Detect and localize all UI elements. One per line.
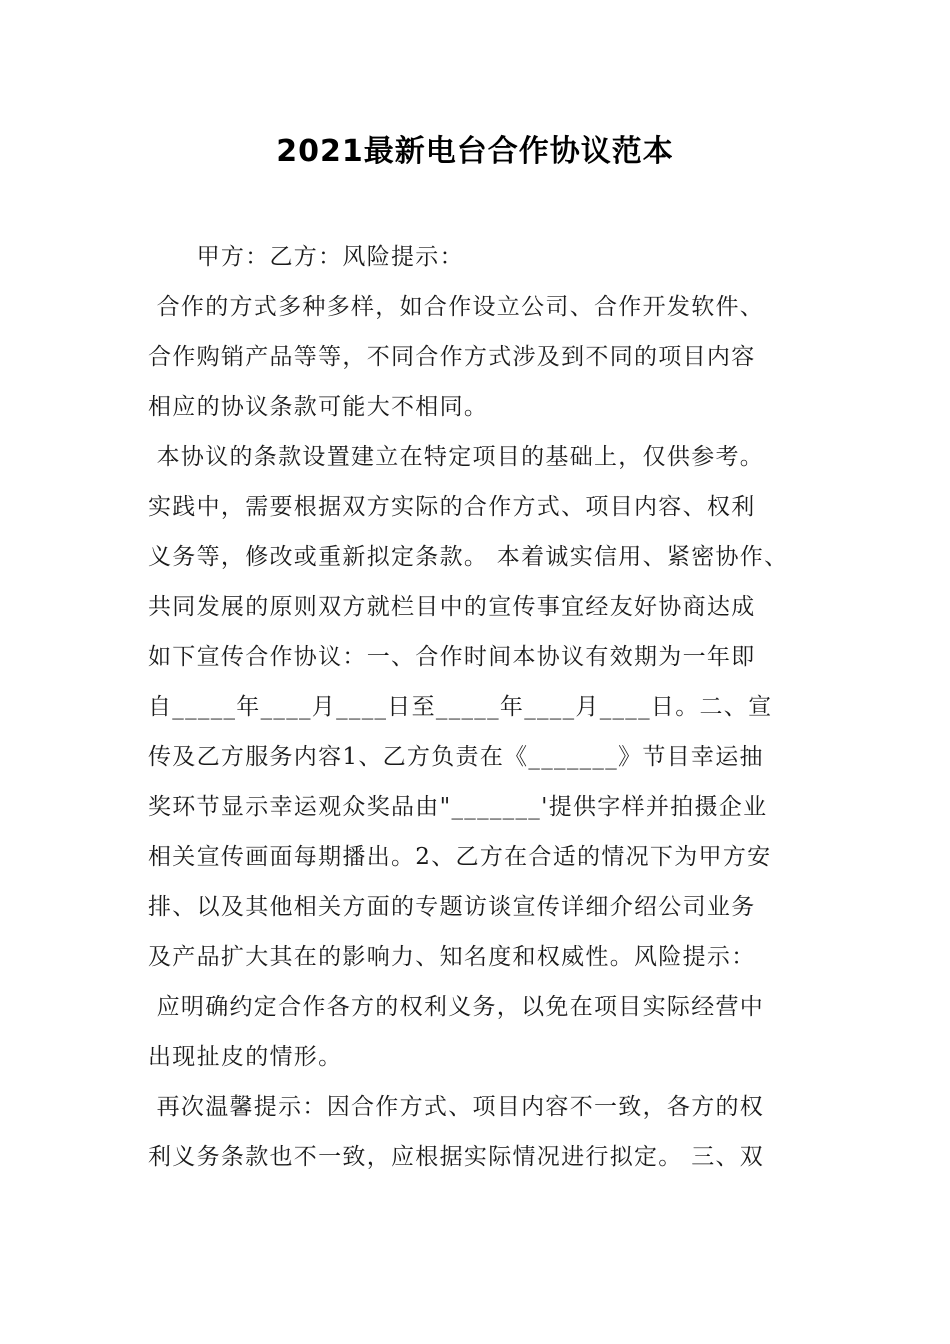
document-title: 2021最新电台合作协议范本 [276,134,674,169]
text-line: 利义务条款也不一致，应根据实际情况进行拟定。 三、双 [148,1144,765,1170]
text-line: 及产品扩大其在的影响力、知名度和权威性。风险提示： [148,944,756,970]
text-line: 共同发展的原则双方就栏目中的宣传事宜经友好协商达成 [148,594,756,620]
text-line: 自_____年____月____日至_____年____月____日。二、宣 [148,694,773,720]
text-line: 出现扯皮的情形。 [148,1044,343,1070]
text-line: 排、以及其他相关方面的专题访谈宣传详细介绍公司业务 [148,894,756,920]
text-line: 合作的方式多种多样，如合作设立公司、合作开发软件、 [148,294,765,320]
text-line: 相关宣传画面每期播出。2、乙方在合适的情况下为甲方安 [148,844,772,870]
text-line: 合作购销产品等等，不同合作方式涉及到不同的项目内容 [148,344,756,370]
text-line: 实践中，需要根据双方实际的合作方式、项目内容、权利 [148,494,756,520]
text-line: 相应的协议条款可能大不相同。 [148,394,489,420]
text-line: 义务等，修改或重新拟定条款。 本着诚实信用、紧密协作、 [148,544,789,570]
text-line: 本协议的条款设置建立在特定项目的基础上，仅供参考。 [148,444,765,470]
text-line: 再次温馨提示：因合作方式、项目内容不一致，各方的权 [148,1094,765,1120]
text-line: 传及乙方服务内容1、乙方负责在《_______》节目幸运抽 [148,744,764,770]
text-line: 如下宣传合作协议：一、合作时间本协议有效期为一年即 [148,644,756,670]
text-line: 应明确约定合作各方的权利义务，以免在项目实际经营中 [148,994,765,1020]
text-line: 奖环节显示幸运观众奖品由"_______'提供字样并拍摄企业 [148,794,768,820]
text-line: 甲方：乙方：风险提示： [148,244,464,270]
